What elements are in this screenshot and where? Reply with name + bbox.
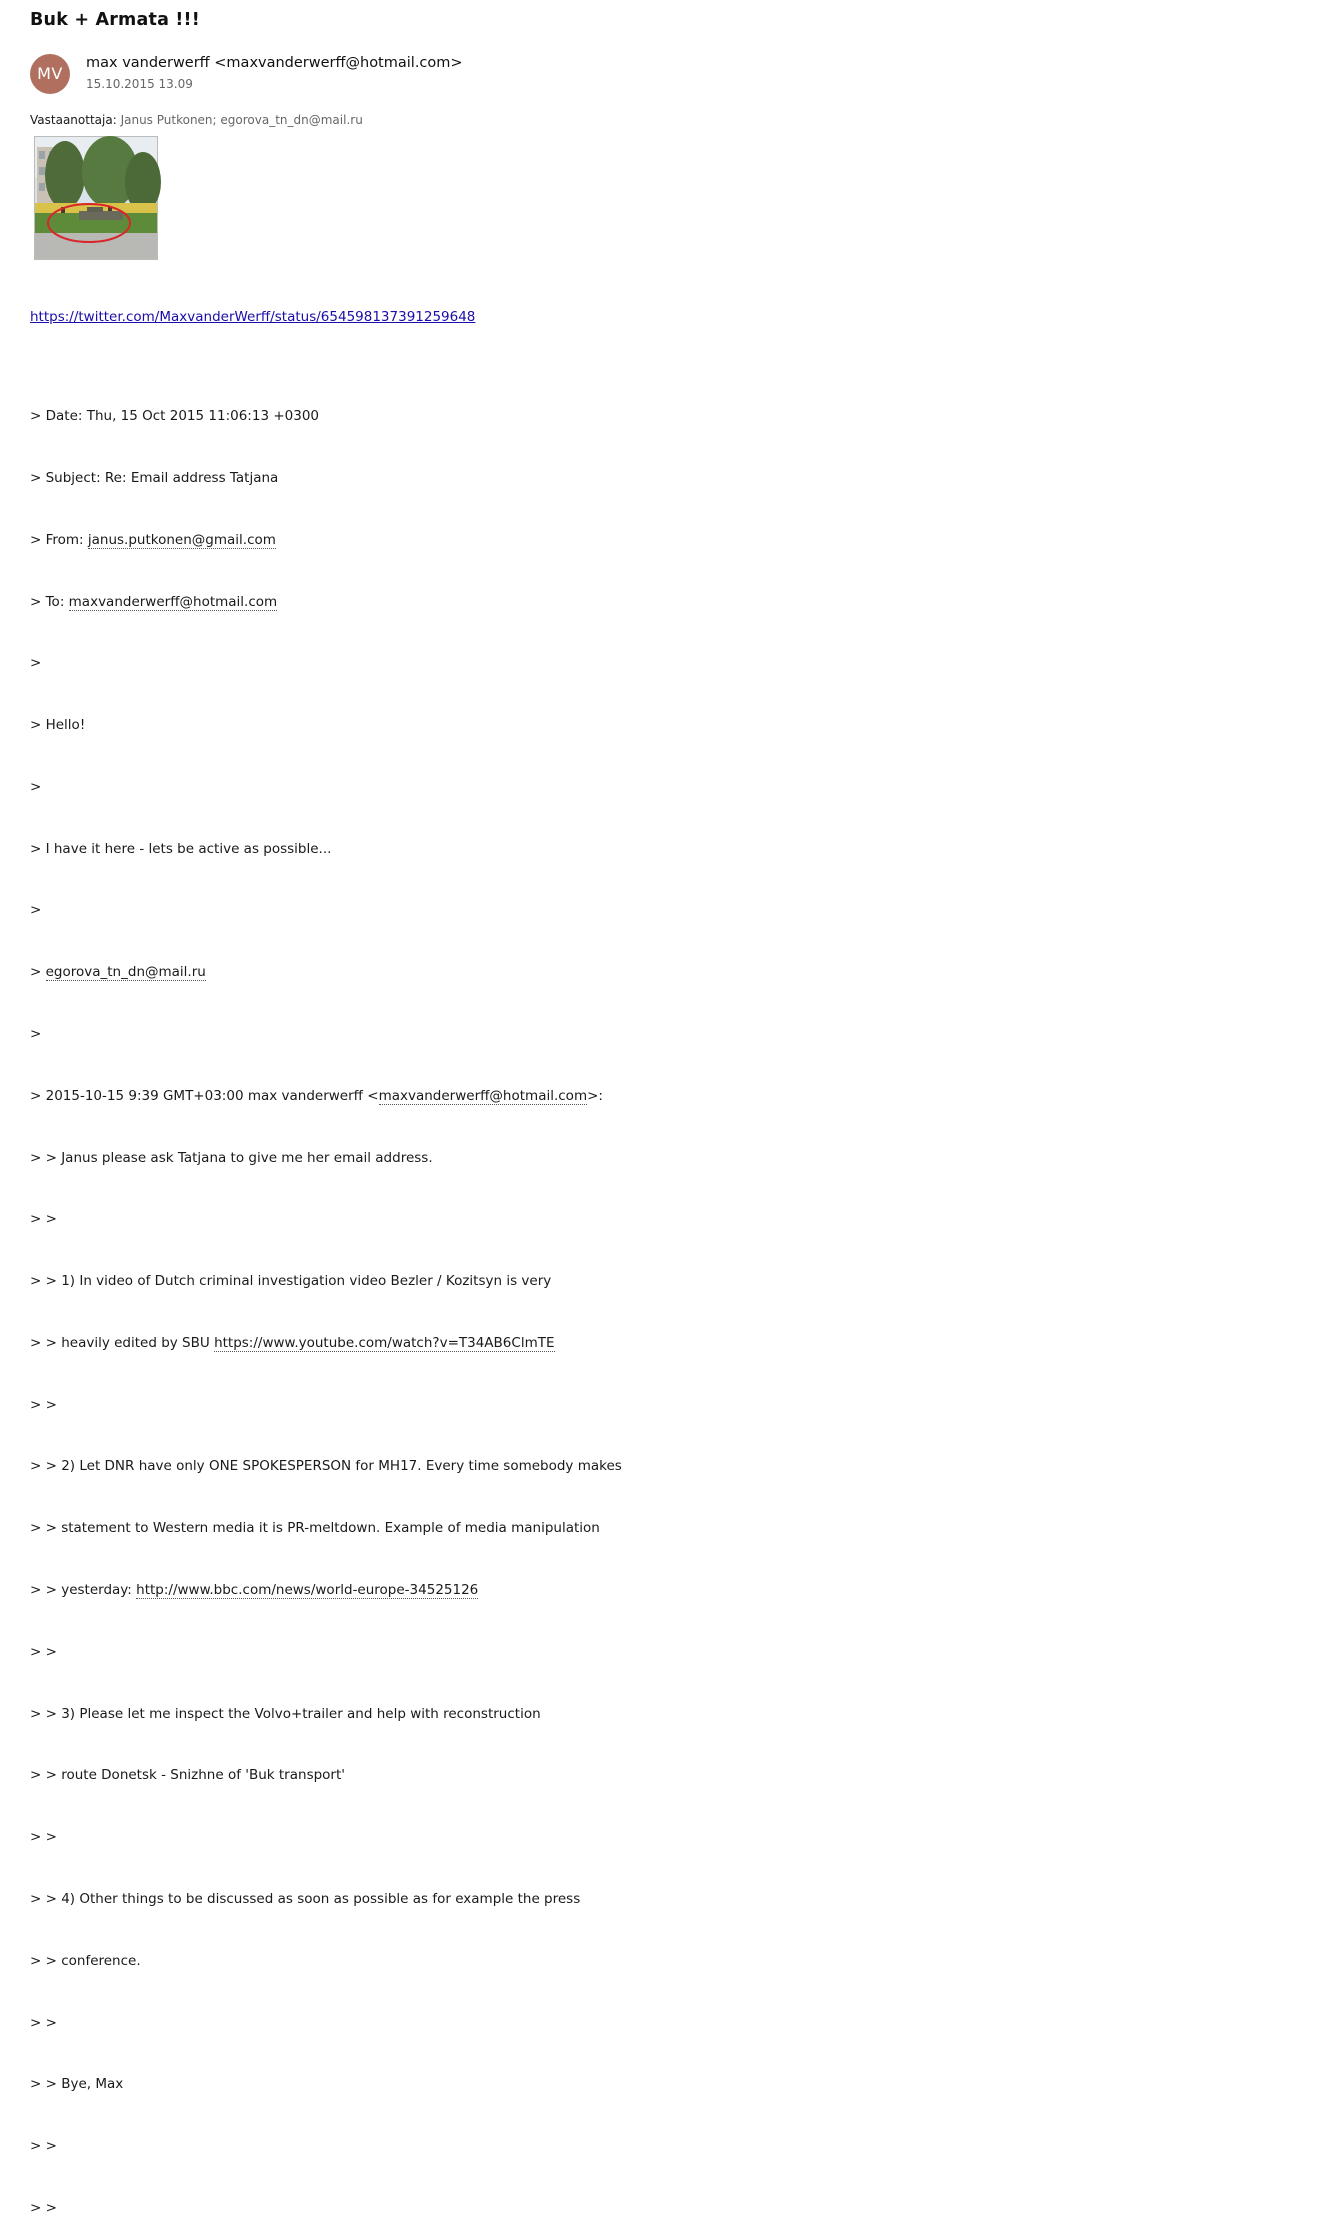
quoted-blank-line: > (30, 655, 42, 672)
quoted-from-prefix: > From: (30, 531, 88, 548)
quoted-wrote-prefix: > 2015-10-15 9:39 GMT+03:00 max vanderwerff < (30, 1087, 379, 1104)
quoted-active-line: > I have it here - lets be active as possible... (30, 840, 332, 857)
quoted-egorova-line (30, 962, 622, 983)
quoted-text-line: > > route Donetsk - Snizhne of 'Buk transport' (30, 1767, 345, 1784)
quoted-text-line: > > 2) Let DNR have only ONE SPOKESPERSON for MH17. Every time somebody makes (30, 1458, 622, 1475)
quoted-date-line: > Date: Thu, 15 Oct 2015 11:06:13 +0300 (30, 408, 319, 425)
quoted-text-line: > > statement to Western media it is PR-meltdown. Example of media manipulation (30, 1520, 600, 1537)
bbc-link[interactable]: http://www.bbc.com/news/world-europe-34525126 (136, 1582, 479, 1599)
recipients-list[interactable]: Janus Putkonen; egorova_tn_dn@mail.ru (120, 113, 363, 127)
quoted-blank-line: > (30, 1026, 42, 1042)
quoted-hello-line: > Hello! (30, 717, 86, 734)
quoted-youtube-line (30, 1333, 622, 1354)
quoted-egorova-prefix: > (30, 964, 46, 981)
youtube-link[interactable]: https://www.youtube.com/watch?v=T34AB6ClmTE (214, 1334, 555, 1351)
twitter-status-link[interactable]: https://twitter.com/MaxvanderWerff/status/654598137391259648 (30, 309, 476, 325)
quoted-text-line: > > 4) Other things to be discussed as soon as possible as for example the press (30, 1890, 581, 1907)
quoted-blank-line: > (30, 902, 42, 919)
quoted-text-line: > > 3) Please let me inspect the Volvo+trailer and help with reconstruction (30, 1705, 541, 1722)
sent-date: 15.10.2015 13.09 (86, 77, 193, 91)
quoted-text-line: > > (30, 2199, 57, 2216)
quoted-bbc-prefix: > > yesterday: (30, 1582, 137, 1599)
quoted-text-line: > > Janus please ask Tatjana to give me her email address. (30, 1149, 433, 1166)
quoted-from-line (30, 530, 622, 551)
quoted-text-line: > > (30, 1396, 57, 1413)
email-subject: Buk + Armata !!! (30, 10, 200, 30)
quoted-subject-line: > Subject: Re: Email address Tatjana (30, 469, 279, 486)
egorova-email-link[interactable]: egorova_tn_dn@mail.ru (45, 964, 206, 981)
quoted-bbc-line (30, 1580, 622, 1601)
quoted-text-line: > > (30, 1211, 57, 1228)
quoted-to-line (30, 592, 622, 613)
quoted-to-prefix: > To: (30, 593, 69, 610)
quoted-wrote-line (30, 1086, 622, 1107)
quoted-youtube-prefix: > > heavily edited by SBU (30, 1334, 215, 1351)
quoted-blank-line: > (30, 778, 42, 795)
quoted-text-line: > > Bye, Max (30, 2076, 124, 2093)
quoted-wrote-suffix: >: (587, 1087, 603, 1104)
recipients-row (30, 113, 363, 127)
quoted-text-line: > > (30, 2138, 57, 2155)
quoted-text-line: > > (30, 1643, 57, 1660)
attached-photo-thumbnail[interactable] (34, 136, 158, 260)
street-photo-image (35, 137, 157, 259)
recipients-label: Vastaanottaja: (30, 113, 117, 127)
quoted-text-line: > > 1) In video of Dutch criminal investigation video Bezler / Kozitsyn is very (30, 1273, 552, 1290)
wrote-email-link[interactable]: maxvanderwerff@hotmail.com (378, 1087, 588, 1104)
from-email-link[interactable]: janus.putkonen@gmail.com (87, 531, 276, 548)
quoted-text-line: > > (30, 1829, 57, 1846)
to-email-link[interactable]: maxvanderwerff@hotmail.com (68, 593, 278, 610)
quoted-message-body (30, 365, 622, 2239)
sender-name[interactable]: max vanderwerff <maxvanderwerff@hotmail.com> (86, 55, 463, 71)
quoted-text-line: > > conference. (30, 1952, 141, 1969)
sender-avatar: MV (30, 54, 70, 94)
quoted-text-line: > > (30, 2014, 57, 2031)
